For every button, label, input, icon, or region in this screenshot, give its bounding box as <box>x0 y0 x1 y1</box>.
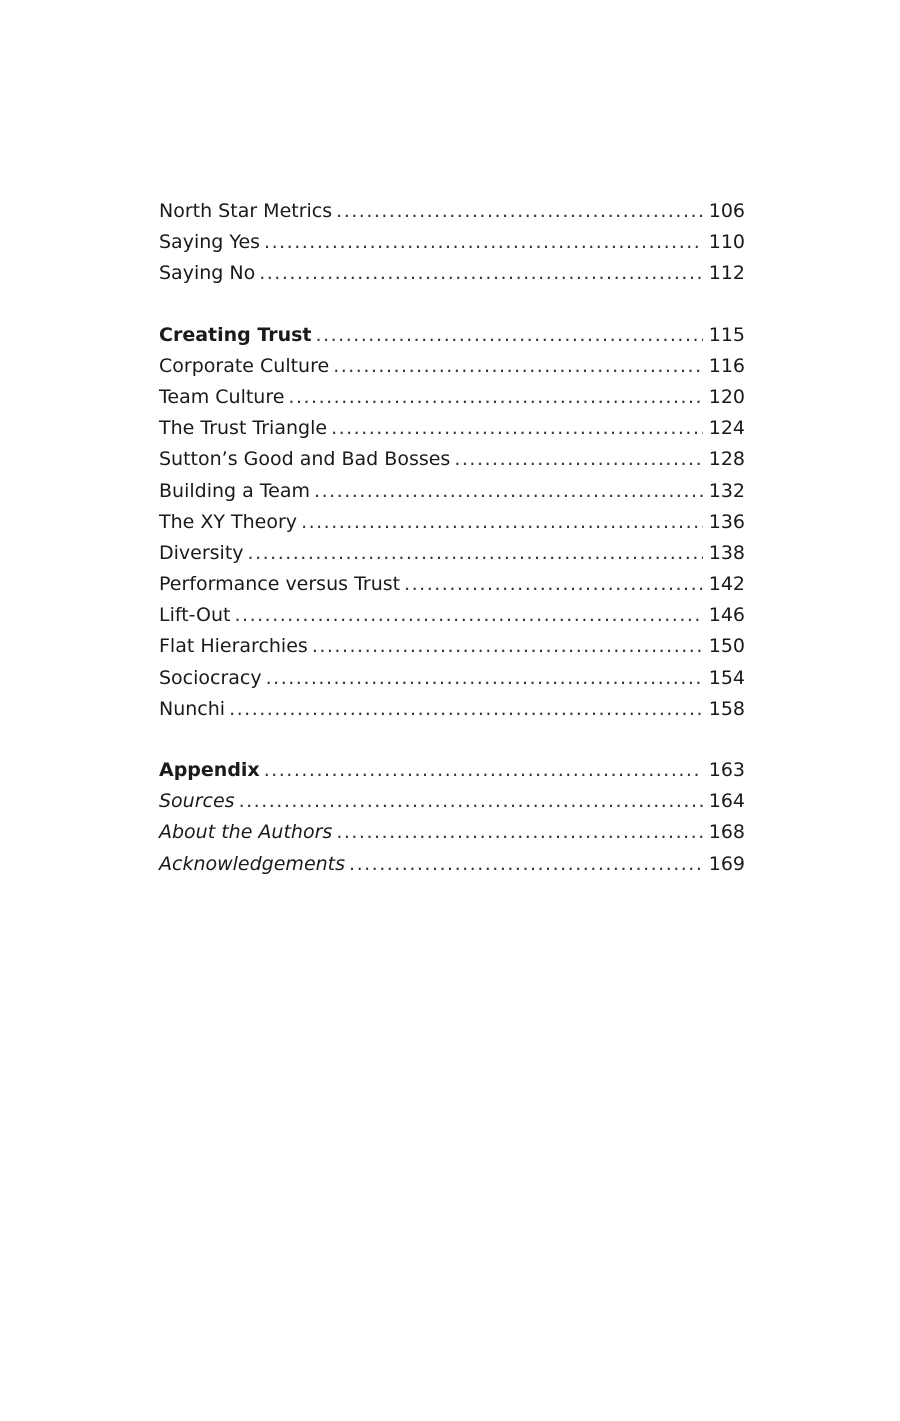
dot-leader <box>239 786 703 817</box>
toc-entry <box>159 382 745 413</box>
toc-entry-page-number: 164 <box>708 790 745 813</box>
toc-entry <box>159 663 745 694</box>
toc-entry-title: The Trust Triangle <box>159 417 328 440</box>
toc-entry <box>159 600 745 631</box>
table-of-contents <box>159 196 745 880</box>
toc-entry-page-number: 120 <box>708 385 745 408</box>
toc-entry-page-number: 142 <box>708 573 745 596</box>
toc-entry-title: Sutton’s Good and Bad Bosses <box>159 448 451 471</box>
toc-entry <box>159 476 745 507</box>
toc-entry-title: Nunchi <box>159 697 226 720</box>
toc-entry-title: Team Culture <box>159 385 285 408</box>
dot-leader <box>301 507 703 538</box>
toc-entry-page-number: 168 <box>708 821 745 844</box>
toc-entry-page-number: 132 <box>708 479 745 502</box>
toc-entry <box>159 849 745 880</box>
dot-leader <box>264 755 703 786</box>
toc-entry-page-number: 112 <box>708 262 745 285</box>
toc-entry-title: Flat Hierarchies <box>159 635 308 658</box>
toc-entry-page-number: 115 <box>708 323 745 346</box>
toc-entry <box>159 569 745 600</box>
toc-entry-page-number: 163 <box>708 759 745 781</box>
dot-leader <box>259 258 703 289</box>
dot-leader <box>316 320 703 351</box>
toc-entry-title: North Star Metrics <box>159 200 333 222</box>
toc-entry <box>159 817 745 848</box>
toc-entry-title: About the Authors <box>159 821 333 844</box>
dot-leader <box>248 538 703 569</box>
toc-entry-title: Sociocracy <box>159 666 262 689</box>
dot-leader <box>266 663 703 694</box>
toc-entry <box>159 413 745 444</box>
toc-entry-page-number: 158 <box>708 697 745 720</box>
toc-entry-page-number: 136 <box>708 510 745 533</box>
dot-leader <box>288 382 702 413</box>
toc-entry <box>159 351 745 382</box>
toc-entry-title: Appendix <box>159 759 260 781</box>
toc-entry-page-number: 146 <box>708 604 745 627</box>
toc-section <box>159 755 745 880</box>
toc-entry <box>159 507 745 538</box>
toc-entry <box>159 258 745 289</box>
toc-entry-page-number: 124 <box>708 417 745 440</box>
toc-entry-title: Building a Team <box>159 479 311 502</box>
toc-entry-title: Saying Yes <box>159 231 261 254</box>
dot-leader <box>336 196 703 227</box>
toc-entry-title: The XY Theory <box>159 510 298 533</box>
toc-entry-page-number: 128 <box>708 448 745 471</box>
dot-leader <box>314 476 703 507</box>
dot-leader <box>229 694 703 725</box>
toc-entry <box>159 227 745 258</box>
toc-entry <box>159 538 745 569</box>
toc-entry-title: Creating Trust <box>159 323 312 346</box>
toc-entry-page-number: 150 <box>708 635 745 658</box>
toc-entry-title: Corporate Culture <box>159 354 330 377</box>
dot-leader <box>312 631 703 662</box>
toc-entry-page-number: 116 <box>708 354 745 377</box>
toc-entry <box>159 786 745 817</box>
toc-entry-page-number: 154 <box>708 666 745 689</box>
toc-entry-title: Saying No <box>159 262 256 285</box>
dot-leader <box>454 444 702 475</box>
dot-leader <box>349 849 703 880</box>
toc-section-heading <box>159 755 745 786</box>
toc-entry-page-number: 110 <box>708 231 745 254</box>
dot-leader <box>264 227 703 258</box>
toc-section <box>159 320 745 725</box>
toc-section-heading <box>159 320 745 351</box>
toc-entry-page-number: 169 <box>708 852 745 875</box>
toc-entry <box>159 694 745 725</box>
dot-leader <box>331 413 703 444</box>
toc-entry <box>159 196 745 227</box>
toc-entry <box>159 631 745 662</box>
toc-entry-title: Diversity <box>159 541 244 564</box>
toc-entry <box>159 444 745 475</box>
toc-entry-title: Performance versus Trust <box>159 573 401 596</box>
dot-leader <box>336 817 702 848</box>
toc-section <box>159 196 745 290</box>
toc-entry-title: Lift-Out <box>159 604 231 627</box>
dot-leader <box>235 600 703 631</box>
toc-entry-title: Sources <box>159 790 235 813</box>
toc-entry-title: Acknowledgements <box>159 852 346 875</box>
dot-leader <box>404 569 703 600</box>
toc-entry-page-number: 106 <box>708 200 745 222</box>
dot-leader <box>333 351 703 382</box>
toc-entry-page-number: 138 <box>708 541 745 564</box>
